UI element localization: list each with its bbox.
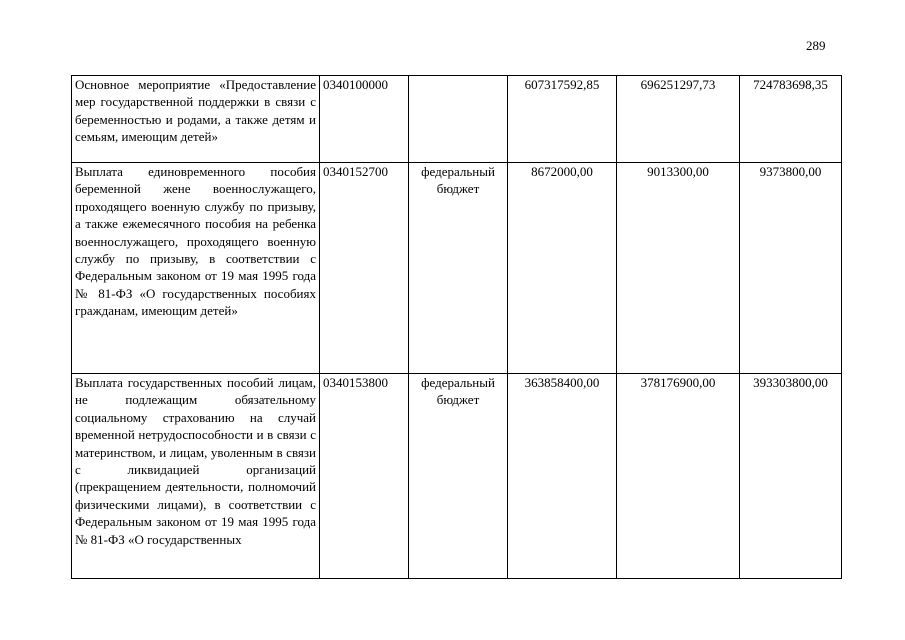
row-value-2-cell: 9013300,00	[617, 163, 740, 374]
row-value-2-cell: 696251297,73	[617, 76, 740, 163]
table-row	[72, 76, 842, 163]
budget-table	[71, 75, 842, 579]
row-name-cell: Основное мероприятие «Предоставление мер государственной поддержки в связи с беременностью и родами, а также детям и семьям, имеющим детей»	[72, 76, 320, 163]
row-name-cell: Выплата государственных пособий лицам, не подлежащим обязательному социальному страхованию на случай временной нетрудоспособности и в связи с материнством, и лицам, уволенным в связи с ликвидацией организаций (прекращением деятельности, полномочий физическими лицами), в соответствии с Федеральным законом от 19 мая 1995 года № 81-ФЗ «О государственных	[72, 374, 320, 579]
row-name-cell: Выплата единовременного пособия беременной жене военнослужащего, проходящего военную службу по призыву, а также ежемесячного пособия на ребенка военнослужащего, проходящего военную службу по призыву, в соответствии с Федеральным законом от 19 мая 1995 года № 81-ФЗ «О государственных пособиях гражданам, имеющим детей»	[72, 163, 320, 374]
row-source-cell: федеральный бюджет	[409, 163, 508, 374]
row-code-cell: 0340152700	[320, 163, 409, 374]
row-code-cell: 0340153800	[320, 374, 409, 579]
row-value-1-cell: 607317592,85	[508, 76, 617, 163]
row-value-2-cell: 378176900,00	[617, 374, 740, 579]
row-value-1-cell: 363858400,00	[508, 374, 617, 579]
table-row	[72, 374, 842, 579]
row-code-cell: 0340100000	[320, 76, 409, 163]
row-source-cell	[409, 76, 508, 163]
table-row	[72, 163, 842, 374]
row-value-3-cell: 393303800,00	[740, 374, 842, 579]
page-number: 289	[806, 38, 826, 53]
row-value-1-cell: 8672000,00	[508, 163, 617, 374]
row-value-3-cell: 724783698,35	[740, 76, 842, 163]
row-value-3-cell: 9373800,00	[740, 163, 842, 374]
row-source-cell: федеральный бюджет	[409, 374, 508, 579]
